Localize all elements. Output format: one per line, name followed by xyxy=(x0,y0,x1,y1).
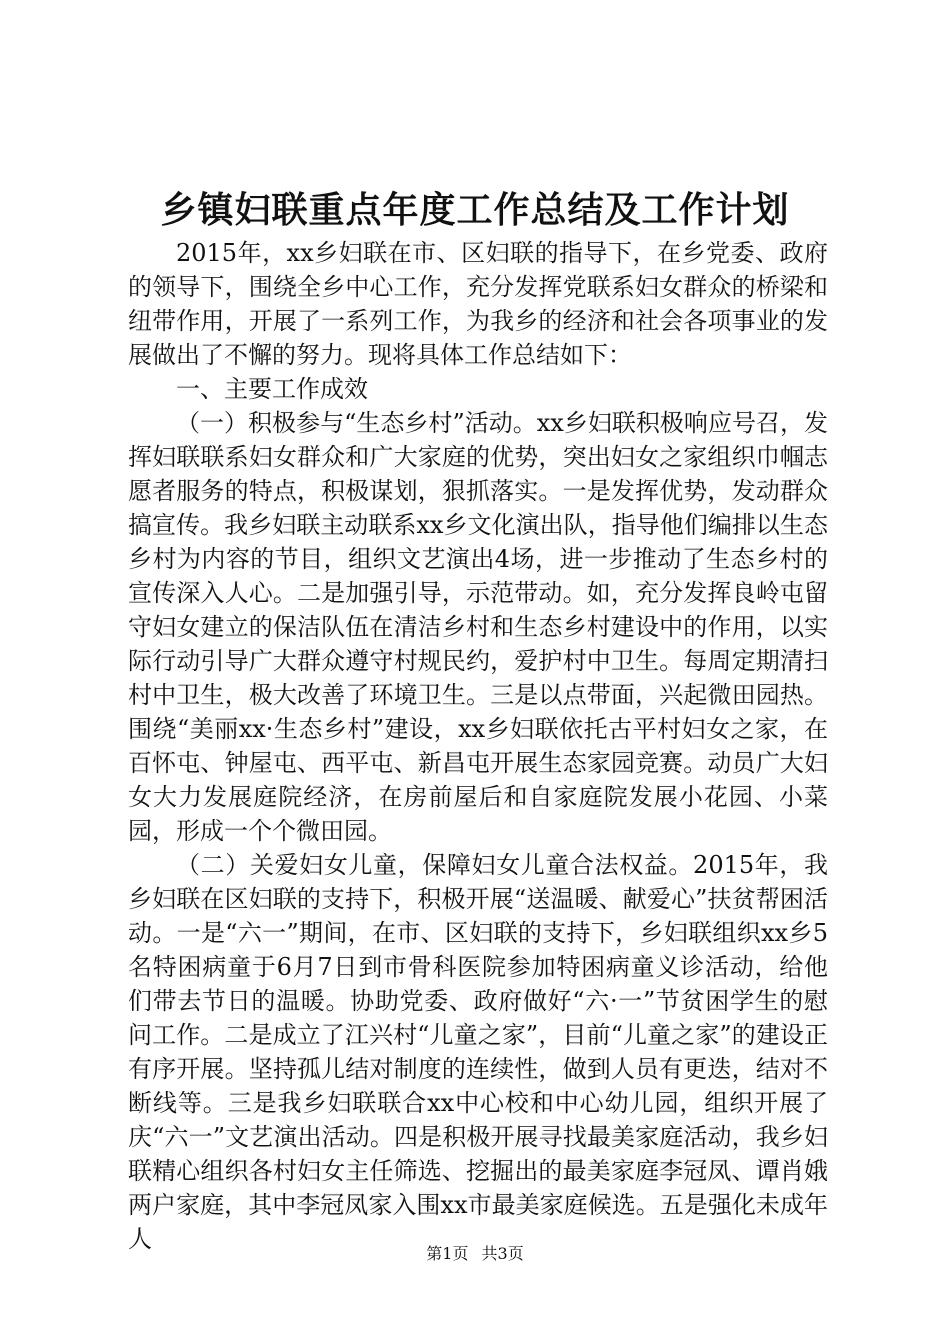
section-heading: 一、主要工作成效 xyxy=(176,375,368,403)
section-paragraph-1: （一）积极参与“生态乡村”活动。xx乡妇联积极响应号召，发挥妇联联系妇女群众和广大家庭的优势，突出妇女之家组织巾帼志愿者服务的特点，积极谋划，狠抓落实。一是发挥优势，发动群众搞宣传。我乡妇联主动联系xx乡文化演出队，指导他们编排以生态乡村为内容的节目，组织文艺演出4场，进一步推动了生态乡村的宣传深入人心。二是加强引导，示范带动。如，充分发挥良岭屯留守妇女建立的保洁队伍在清洁乡村和生态乡村建设中的作用，以实际行动引导广大群众遵守村规民约，爱护村中卫生。每周定期清扫村中卫生，极大改善了环境卫生。三是以点带面，兴起微田园热。围绕“美丽xx·生态乡村”建设，xx乡妇联依托古平村妇女之家，在百怀屯、钟屋屯、西平屯、新昌屯开展生态家园竞赛。动员广大妇女大力发展庭院经济，在房前屋后和自家庭院发展小花园、小菜园，形成一个个微田园。 xyxy=(128,409,828,845)
document-title: 乡镇妇联重点年度工作总结及工作计划 xyxy=(160,189,790,231)
intro-paragraph: 2015年，xx乡妇联在市、区妇联的指导下，在乡党委、政府的领导下，围绕全乡中心工作，充分发挥党联系妇女群众的桥梁和纽带作用，开展了一系列工作，为我乡的经济和社会各项事业的发展做出了不懈的努力。现将具体工作总结如下： xyxy=(128,239,828,369)
page-number: 第1页 xyxy=(426,1244,469,1263)
document-body xyxy=(128,236,828,1256)
section-paragraph-2: （二）关爱妇女儿童，保障妇女儿童合法权益。2015年，我乡妇联在区妇联的支持下，积极开展“送温暖、献爱心”扶贫帮困活动。一是“六一”期间，在市、区妇联的支持下，乡妇联组织xx乡5名特困病童于6月7日到市骨科医院参加特困病童义诊活动，给他们带去节日的温暖。协助党委、政府做好“六·一”节贫困学生的慰问工作。二是成立了江兴村“儿童之家”，目前“儿童之家”的建设正有序开展。坚持孤儿结对制度的连续性，做到人员有更迭，结对不断线等。三是我乡妇联联合xx中心校和中心幼儿园，组织开展了庆“六一”文艺演出活动。四是积极开展寻找最美家庭活动，我乡妇联精心组织各村妇女主任筛选、挖掘出的最美家庭李冠凤、谭肖娥两户家庭，其中李冠凤家入围xx市最美家庭候选。五是强化未成年人 xyxy=(128,851,828,1253)
page-footer xyxy=(0,1242,950,1266)
page-total: 共3页 xyxy=(481,1244,524,1263)
